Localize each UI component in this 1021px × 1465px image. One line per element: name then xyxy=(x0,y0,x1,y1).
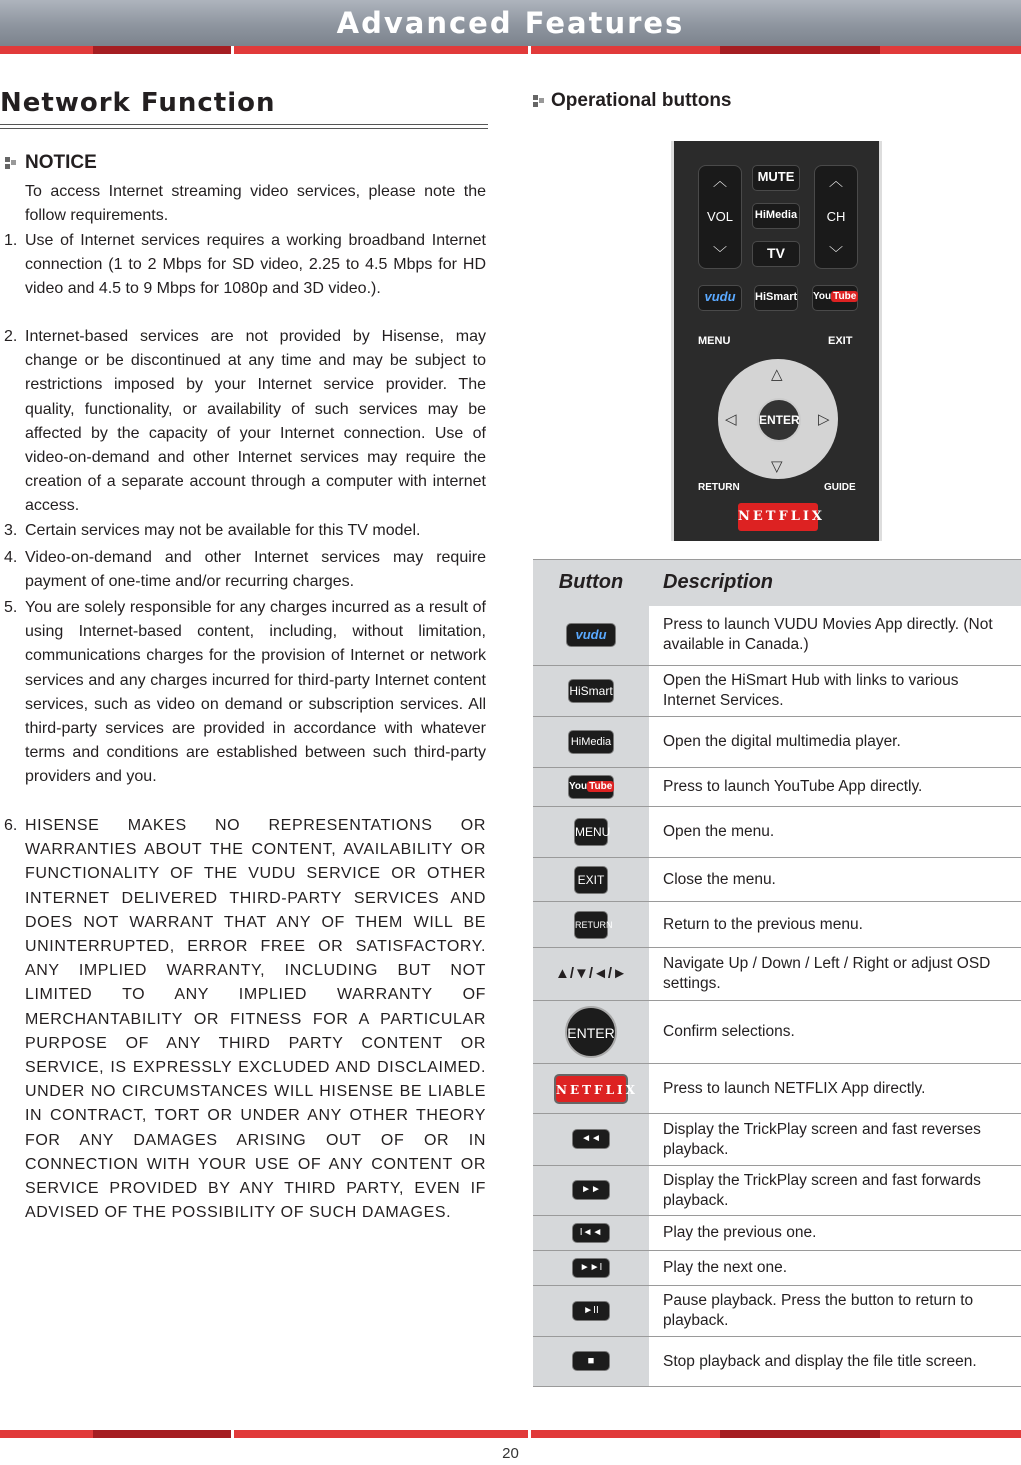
chevron-down-icon: ﹀ xyxy=(829,245,843,261)
notice-item-5: You are solely responsible for any charges incurred as a result of using Internet-based content, including, without limitation, communications charges for the provision of Internet or network services and any charges incurred for third-party Internet content services, such as video on demand or subscription services. All third-party services are provided in accordance with whatever terms and conditions are established between such third-party providers and you. xyxy=(25,599,486,786)
buttons-table xyxy=(533,559,1021,1387)
table-row xyxy=(533,666,1021,717)
item-number: 1. xyxy=(4,232,18,249)
netflix-icon: NETFLIX xyxy=(554,1074,628,1104)
row-description: Press to launch VUDU Movies App directly. (Not available in Canada.) xyxy=(649,606,1021,666)
notice-item-2: Internet-based services are not provided by Hisense, may change or be discontinued at any time and may be subject to restrictions imposed by your Internet service provider. The quality, functionality, or availability of such services may be affected by the capacity of your Internet connection. Use of video-on-demand and other Internet services may require the creation of a separate account through a computer with internet access. xyxy=(25,328,486,515)
navigation-arrows-icon: ▲/▼/◄/► xyxy=(555,965,627,982)
item-number: 6. xyxy=(4,817,18,834)
notice-item-4: Video-on-demand and other Internet services may require payment of one-time and/or recurring charges. xyxy=(25,549,486,591)
table-row xyxy=(533,1166,1021,1216)
table-row xyxy=(533,858,1021,902)
youtube-tube-text: Tube xyxy=(833,291,857,302)
page-header-title: Advanced Features xyxy=(336,6,685,40)
row-description: Open the menu. xyxy=(649,807,1021,858)
table-row xyxy=(533,1114,1021,1166)
netflix-button: NETFLIX xyxy=(738,503,818,531)
table-header-row xyxy=(533,560,1021,606)
youtube-button xyxy=(812,285,858,311)
table-row xyxy=(533,717,1021,768)
chevron-down-icon: ﹀ xyxy=(713,245,727,261)
table-row xyxy=(533,807,1021,858)
row-description: Display the TrickPlay screen and fast reverses playback. xyxy=(649,1114,1021,1166)
vudu-icon: vudu xyxy=(566,623,616,647)
row-description: Open the digital multimedia player. xyxy=(649,717,1021,768)
column-header-button: Button xyxy=(533,560,649,606)
table-row xyxy=(533,1216,1021,1251)
row-description: Display the TrickPlay screen and fast forwards playback. xyxy=(649,1166,1021,1216)
bullet-squares-icon xyxy=(5,157,19,169)
operational-buttons-heading xyxy=(533,90,732,112)
exit-icon: EXIT xyxy=(574,866,608,894)
notice-item-1: Use of Internet services requires a working broadband Internet connection (1 to 2 Mbps for SD video, 2.25 to 4.5 Mbps for HD video and 4.5 to 9 Mbps for 1080p and 3D video.). xyxy=(25,232,486,298)
youtube-you-text: You xyxy=(569,781,588,792)
table-row xyxy=(533,1286,1021,1337)
row-description: Play the next one. xyxy=(649,1251,1021,1286)
remote-control-illustration xyxy=(671,141,882,541)
stop-icon: ■ xyxy=(572,1351,610,1371)
row-description: Close the menu. xyxy=(649,858,1021,902)
triangle-right-icon: ▷ xyxy=(818,411,830,428)
row-description: Return to the previous menu. xyxy=(649,902,1021,948)
row-description: Stop playback and display the file title screen. xyxy=(649,1337,1021,1387)
table-row xyxy=(533,606,1021,666)
row-description: Open the HiSmart Hub with links to various Internet Services. xyxy=(649,666,1021,717)
table-row xyxy=(533,902,1021,948)
notice-intro: To access Internet streaming video services, please note the follow requirements. xyxy=(25,183,486,225)
header-red-bar xyxy=(0,46,1021,54)
notice-item-3: Certain services may not be available for this TV model. xyxy=(25,522,421,539)
return-button-label: RETURN xyxy=(698,482,740,493)
notice-label: NOTICE xyxy=(25,152,97,173)
table-row xyxy=(533,768,1021,807)
enter-button: ENTER xyxy=(757,398,801,442)
dpad xyxy=(718,359,838,479)
ch-label: CH xyxy=(826,209,846,224)
fast-forward-icon: ►► xyxy=(572,1180,610,1200)
table-row xyxy=(533,1064,1021,1114)
page-number: 20 xyxy=(502,1445,519,1462)
triangle-down-icon: ▽ xyxy=(771,458,783,475)
guide-button-label: GUIDE xyxy=(824,482,856,493)
vol-label: VOL xyxy=(706,209,733,224)
bullet-squares-icon xyxy=(533,95,547,107)
section-divider xyxy=(0,124,488,129)
notice-heading xyxy=(5,152,97,174)
row-description: Navigate Up / Down / Left / Right or adjust OSD settings. xyxy=(649,948,1021,1001)
table-row xyxy=(533,1001,1021,1064)
exit-button-label: EXIT xyxy=(828,335,853,347)
header-banner xyxy=(0,0,1021,46)
item-number: 5. xyxy=(4,599,18,616)
previous-track-icon: I◄◄ xyxy=(572,1223,610,1243)
himedia-button: HiMedia xyxy=(752,203,800,229)
table-row xyxy=(533,948,1021,1001)
youtube-icon xyxy=(568,775,614,799)
row-description: Play the previous one. xyxy=(649,1216,1021,1251)
mute-button: MUTE xyxy=(752,165,800,191)
section-title-network-function: Network Function xyxy=(0,88,276,118)
chevron-up-icon: ︿ xyxy=(829,173,843,189)
notice-item-6: HISENSE MAKES NO REPRESENTATIONS OR WARRANTIES ABOUT THE CONTENT, AVAILABILITY OR FUNCTIONALITY OF THE VUDU SERVICE OR OTHER INTERNET DELIVERED THIRD-PARTY SERVICES AND DOES NOT WARRANT THAT ANY OF THEM WILL BE UNINTERRUPTED, ERROR FREE OR SATISFACTORY. ANY IMPLIED WARRANTY, INCLUDING BUT NOT LIMITED TO ANY IMPLIED WARRANTY OF MERCHANTABILITY OR FITNESS FOR A PARTICULAR PURPOSE OF ANY THIRD PARTY CONTENT OR SERVICE, IS EXPRESSLY EXCLUDED AND DISCLAIMED. UNDER NO CIRCUMSTANCES WILL HISENSE BE LIABLE IN CONTRACT, TORT OR UNDER ANY OTHER THEORY FOR ANY DAMAGES ARISING OUT OF OR IN CONNECTION WITH YOUR USE OF ANY CONTENT OR SERVICE PROVIDED BY ANY THIRD PARTY, EVEN IF ADVISED OF THE POSSIBILITY OF SUCH DAMAGES. xyxy=(25,817,486,1222)
operational-buttons-label: Operational buttons xyxy=(551,90,732,111)
item-number: 2. xyxy=(4,328,18,345)
return-icon: RETURN xyxy=(574,911,608,939)
hismart-icon: HiSmart xyxy=(568,679,614,703)
menu-icon: MENU xyxy=(574,818,608,846)
column-header-description: Description xyxy=(649,560,1021,606)
table-row xyxy=(533,1251,1021,1286)
triangle-left-icon: ◁ xyxy=(725,411,737,428)
hismart-button: HiSmart xyxy=(754,285,798,311)
row-description: Press to launch YouTube App directly. xyxy=(649,768,1021,807)
rewind-icon: ◄◄ xyxy=(572,1129,610,1149)
footer-red-bar xyxy=(0,1430,1021,1438)
vudu-button: vudu xyxy=(698,285,742,311)
row-description: Confirm selections. xyxy=(649,1001,1021,1064)
himedia-icon: HiMedia xyxy=(568,730,614,754)
row-description: Pause playback. Press the button to return to playback. xyxy=(649,1286,1021,1337)
row-description: Press to launch NETFLIX App directly. xyxy=(649,1064,1021,1114)
table-row xyxy=(533,1337,1021,1387)
youtube-you-text: You xyxy=(813,291,832,302)
tv-button: TV xyxy=(752,241,800,267)
triangle-up-icon: △ xyxy=(771,366,783,383)
menu-button-label: MENU xyxy=(698,335,731,347)
chevron-up-icon: ︿ xyxy=(713,173,727,189)
youtube-tube-text: Tube xyxy=(589,781,613,792)
item-number: 4. xyxy=(4,549,18,566)
item-number: 3. xyxy=(4,522,18,539)
next-track-icon: ►►I xyxy=(572,1258,610,1278)
play-pause-icon: ►II xyxy=(572,1301,610,1321)
enter-icon: ENTER xyxy=(565,1006,617,1058)
